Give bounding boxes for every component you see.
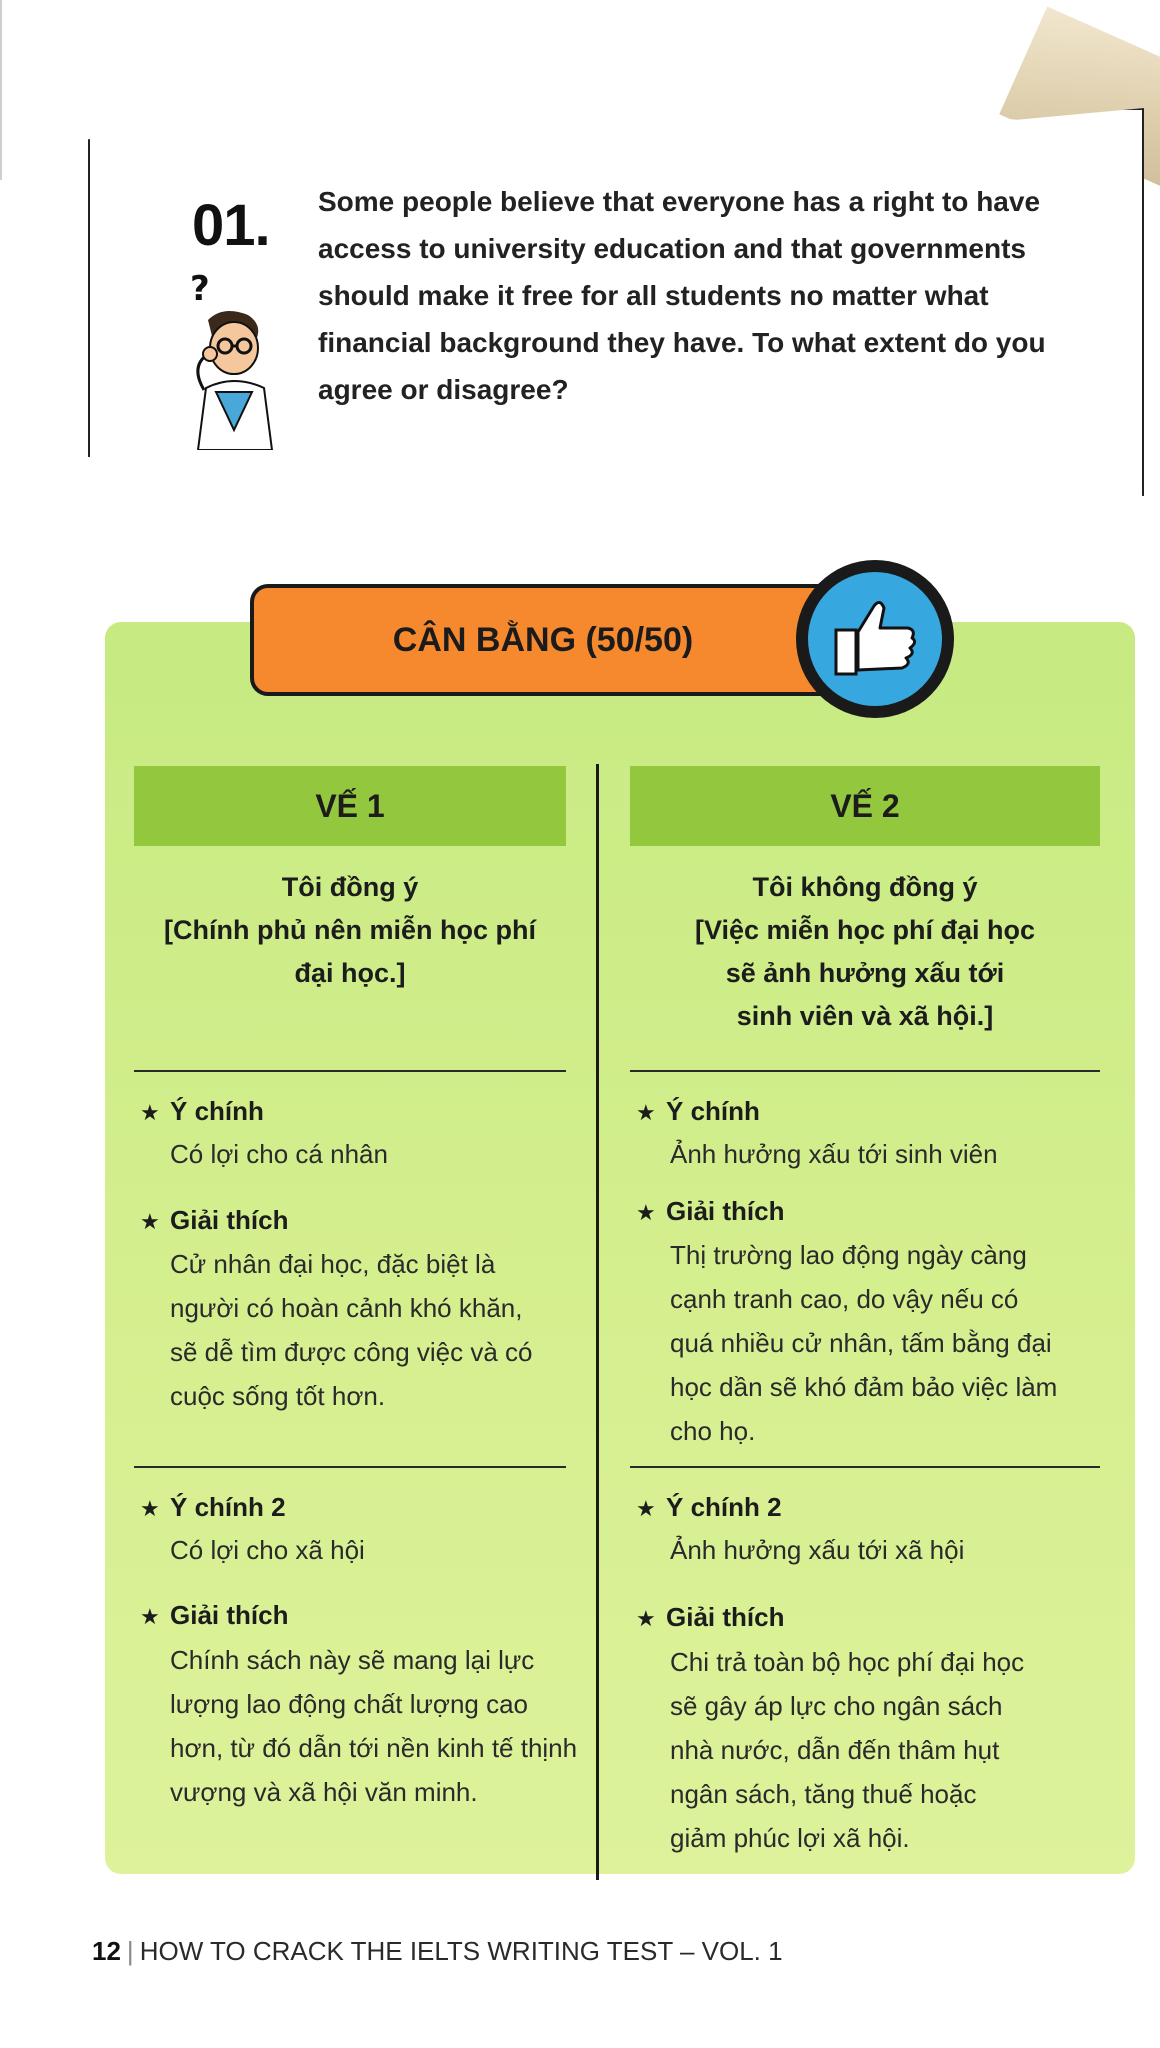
explain-line: người có hoàn cảnh khó khăn, bbox=[170, 1293, 523, 1323]
explain-line: cạnh tranh cao, do vậy nếu có bbox=[670, 1284, 1019, 1314]
book-title: HOW TO CRACK THE IELTS WRITING TEST – VOL. 1 bbox=[139, 1936, 783, 1966]
bullet-title-text: Giải thích bbox=[170, 1205, 289, 1235]
panel-title: CÂN BẰNG (50/50) bbox=[392, 621, 694, 659]
star-icon: ★ bbox=[140, 1209, 160, 1234]
explain-line: nhà nước, dẫn đến thâm hụt bbox=[670, 1735, 1000, 1765]
explain-line: Chi trả toàn bộ học phí đại học bbox=[670, 1647, 1025, 1677]
side-1-explain-2-title bbox=[140, 1598, 288, 1634]
side-2-point-2-text: Ảnh hưởng xấu tới xã hội bbox=[670, 1535, 965, 1565]
stance-line: Tôi không đồng ý bbox=[752, 872, 978, 902]
side-1-stance bbox=[134, 866, 566, 995]
stance-line: sẽ ảnh hưởng xấu tới bbox=[725, 958, 1005, 988]
bullet-title-text: Giải thích bbox=[666, 1196, 785, 1226]
question-number: 01. bbox=[192, 193, 270, 258]
stance-line: sinh viên và xã hội.] bbox=[736, 1001, 994, 1031]
side-1-explain-1-title bbox=[140, 1203, 288, 1239]
star-icon: ★ bbox=[636, 1200, 656, 1225]
star-icon: ★ bbox=[636, 1496, 656, 1521]
star-icon: ★ bbox=[636, 1606, 656, 1631]
footer-separator: | bbox=[126, 1936, 134, 1966]
section-rule bbox=[630, 1466, 1100, 1468]
side-2-stance bbox=[630, 866, 1100, 1038]
side-2-explain-1-title bbox=[636, 1194, 784, 1230]
explain-line: sẽ dễ tìm được công việc và có bbox=[170, 1337, 533, 1367]
explain-line: hơn, từ đó dẫn tới nền kinh tế thịnh bbox=[170, 1733, 578, 1763]
star-icon: ★ bbox=[636, 1100, 656, 1125]
side-1-explain-2-text bbox=[170, 1638, 577, 1814]
thumbs-up-icon bbox=[808, 572, 942, 706]
bullet-title-text: Giải thích bbox=[666, 1602, 785, 1632]
svg-text:?: ? bbox=[190, 270, 210, 309]
star-icon: ★ bbox=[140, 1496, 160, 1521]
explain-line: Thị trường lao động ngày càng bbox=[670, 1240, 1027, 1270]
column-divider bbox=[596, 764, 599, 1880]
section-rule bbox=[134, 1070, 566, 1072]
explain-line: lượng lao động chất lượng cao bbox=[170, 1689, 529, 1719]
section-rule bbox=[630, 1070, 1100, 1072]
side-1-point-1-text: Có lợi cho cá nhân bbox=[170, 1139, 388, 1169]
explain-line: sẽ gây áp lực cho ngân sách bbox=[670, 1691, 1003, 1721]
side-2-header: VẾ 2 bbox=[630, 766, 1100, 846]
page-footer bbox=[92, 1936, 783, 1967]
explain-line: Chính sách này sẽ mang lại lực bbox=[170, 1645, 535, 1675]
stance-line: Tôi đồng ý bbox=[281, 872, 419, 902]
stance-line: [Chính phủ nên miễn học phí bbox=[164, 915, 536, 945]
bullet-title-text: Ý chính bbox=[170, 1096, 264, 1126]
side-2-explain-1-text bbox=[670, 1233, 1057, 1453]
bullet-title-text: Ý chính bbox=[666, 1096, 760, 1126]
stance-line: [Việc miễn học phí đại học bbox=[694, 915, 1036, 945]
side-1-header: VẾ 1 bbox=[134, 766, 566, 846]
star-icon: ★ bbox=[140, 1100, 160, 1125]
side-2-point-1-text: Ảnh hưởng xấu tới sinh viên bbox=[670, 1139, 998, 1169]
side-1-explain-1-text bbox=[170, 1242, 533, 1418]
question-text: Some people believe that everyone has a right to have access to university education and that governments should make it free for all students no matter what financial background they have. To what extent do you agree or disagree? bbox=[318, 186, 1046, 405]
star-icon: ★ bbox=[140, 1604, 160, 1629]
explain-line: Cử nhân đại học, đặc biệt là bbox=[170, 1249, 496, 1279]
side-2-explain-2-title bbox=[636, 1600, 784, 1636]
side-1-point-2-title bbox=[140, 1490, 286, 1526]
bullet-title-text: Ý chính 2 bbox=[666, 1492, 782, 1522]
side-2-point-2-title bbox=[636, 1490, 782, 1526]
explain-line: quá nhiều cử nhân, tấm bằng đại bbox=[670, 1328, 1052, 1358]
page-number: 12 bbox=[92, 1936, 121, 1966]
explain-line: cuộc sống tốt hơn. bbox=[170, 1381, 386, 1411]
thinking-student-illustration bbox=[168, 270, 288, 450]
stance-line: đại học.] bbox=[294, 958, 406, 988]
explain-line: học dần sẽ khó đảm bảo việc làm bbox=[670, 1372, 1058, 1402]
explain-line: ngân sách, tăng thuế hoặc bbox=[670, 1779, 977, 1809]
side-2-point-1-title bbox=[636, 1094, 760, 1130]
page-edge bbox=[0, 0, 2, 180]
bullet-title-text: Giải thích bbox=[170, 1600, 289, 1630]
side-2-explain-2-text bbox=[670, 1640, 1024, 1860]
bullet-title-text: Ý chính 2 bbox=[170, 1492, 286, 1522]
explain-line: giảm phúc lợi xã hội. bbox=[670, 1823, 910, 1853]
side-1-point-2-text: Có lợi cho xã hội bbox=[170, 1535, 365, 1565]
explain-line: cho họ. bbox=[670, 1416, 756, 1446]
explain-line: vượng và xã hội văn minh. bbox=[170, 1777, 478, 1807]
section-rule bbox=[134, 1466, 566, 1468]
side-1-point-1-title bbox=[140, 1094, 264, 1130]
